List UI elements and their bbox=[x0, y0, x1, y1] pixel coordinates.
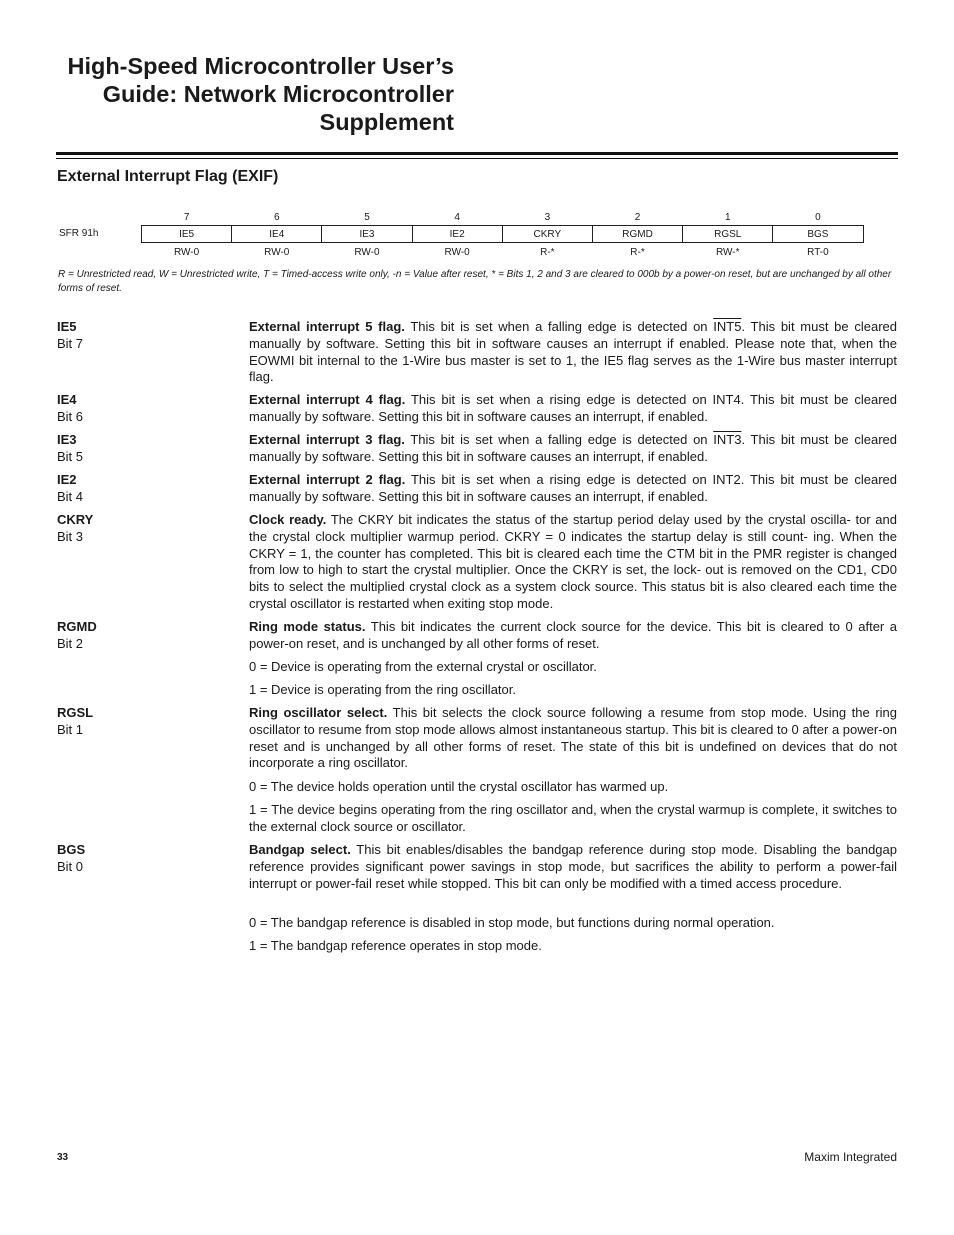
register-footnote: R = Unrestricted read, W = Unrestricted write, T = Timed-access write only, -n = Value after reset, * = Bits 1, 2 and 3 are cleared to 000b by a power-on reset, but are unchanged by all other forms of reset. bbox=[58, 269, 892, 294]
bit-description-ie4 bbox=[249, 392, 897, 426]
access-type: RW-0 bbox=[444, 246, 470, 258]
bit-position: Bit 2 bbox=[57, 635, 84, 651]
bit-name-cell: BGS bbox=[773, 226, 863, 243]
bit-label-ie2 bbox=[57, 472, 83, 506]
bit-option: 0 = Device is operating from the external crystal or oscillator. bbox=[249, 659, 597, 674]
description-lead: Clock ready. bbox=[249, 512, 327, 527]
title-line-2: Guide: Network Microcontroller bbox=[102, 81, 454, 107]
bit-name: CKRY bbox=[57, 512, 94, 527]
bit-name-cell: IE4 bbox=[232, 226, 322, 243]
bit-option: 1 = Device is operating from the ring oscillator. bbox=[249, 682, 516, 697]
bit-position: Bit 7 bbox=[57, 335, 84, 351]
bit-label-ie4 bbox=[57, 392, 83, 426]
description-text: This bit enables/disables the bandgap reference during stop mode. Disabling the bandgap reference provides significant power savings in stop mode, but sacrifices the ability to perform a power-fail interrupt or power-fail reset while stopped. This bit can only be modified with a timed access procedure. bbox=[249, 842, 897, 891]
section-title: External Interrupt Flag (EXIF) bbox=[57, 168, 279, 185]
bit-description-ie2 bbox=[249, 472, 897, 506]
description-text: This bit is set when a falling edge is detected on bbox=[404, 319, 714, 334]
access-type: R-* bbox=[630, 246, 645, 258]
header-rule-thin bbox=[56, 158, 898, 159]
description-text: This bit is set when a rising edge is detected on INT2. This bit must be cleared manually by software. Setting this bit in software causes an interrupt, if enabled. bbox=[249, 472, 897, 504]
bit-name: BGS bbox=[57, 842, 86, 857]
description-lead: External interrupt 3 flag. bbox=[249, 432, 405, 447]
description-text: . This bit must be cleared manually by software. Setting this bit in software causes an interrupt, if enabled. bbox=[249, 432, 897, 464]
bit-option: 0 = The bandgap reference is disabled in stop mode, but functions during normal operation. bbox=[249, 915, 775, 930]
bit-name-cell: IE5 bbox=[142, 226, 232, 243]
bit-number: 1 bbox=[724, 211, 731, 223]
description-text: This bit indicates the current clock source for the device. This bit is cleared to 0 after a power-on reset, and is unchanged by all other forms of reset. bbox=[249, 619, 897, 651]
description-lead: Ring oscillator select. bbox=[249, 705, 388, 720]
bit-label-bgs bbox=[57, 842, 85, 876]
description-text: This bit is set when a falling edge is detected on bbox=[404, 432, 714, 447]
access-type: R-* bbox=[540, 246, 555, 258]
description-lead: External interrupt 2 flag. bbox=[249, 472, 406, 487]
access-type: RW-0 bbox=[354, 246, 380, 258]
description-text: . This bit must be cleared manually by software. Setting this bit in software causes an interrupt if enabled. Please note that, when the EOWMI bit internal to the 1-Wire bus master is set to 1, the IE5 flag serves as the 1-Wire bus master interrupt flag. bbox=[249, 319, 897, 385]
bit-name: IE3 bbox=[57, 432, 77, 447]
bit-name-cell: CKRY bbox=[502, 226, 592, 243]
company-name: Maxim Integrated bbox=[804, 1150, 897, 1164]
description-lead: External interrupt 5 flag. bbox=[249, 319, 405, 334]
bit-number: 7 bbox=[183, 211, 190, 223]
bit-name-cell: IE2 bbox=[412, 226, 502, 243]
header-rule-thick bbox=[56, 152, 898, 155]
access-type: RW-0 bbox=[264, 246, 290, 258]
bit-name: IE2 bbox=[57, 472, 77, 487]
access-type: RW-* bbox=[715, 246, 740, 258]
bit-name: IE5 bbox=[57, 319, 77, 334]
bit-name-cell: IE3 bbox=[322, 226, 412, 243]
bit-position: Bit 0 bbox=[57, 858, 84, 874]
page-title bbox=[60, 52, 454, 136]
description-text: This bit selects the clock source following a resume from stop mode. Using the ring oscillator to resume from stop mode allows almost instantaneous startup. This bit is cleared to 0 after a power-on reset and is unchanged by all other forms of reset. The state of this bit is undefined on devices that do not incorporate a ring oscillator. bbox=[249, 705, 897, 771]
bit-description-bgs bbox=[249, 842, 897, 892]
bit-number: 5 bbox=[364, 211, 370, 223]
bit-name: RGMD bbox=[57, 619, 97, 634]
bit-number: 4 bbox=[454, 211, 460, 223]
description-lead: Bandgap select. bbox=[249, 842, 351, 857]
bit-position: Bit 3 bbox=[57, 528, 84, 544]
sfr-label: SFR 91h bbox=[59, 228, 99, 239]
description-lead: External interrupt 4 flag. bbox=[249, 392, 406, 407]
bit-label-rgmd bbox=[57, 619, 97, 653]
bit-position: Bit 1 bbox=[57, 721, 84, 737]
bit-name: RGSL bbox=[57, 705, 94, 720]
bit-label-ie5 bbox=[57, 319, 83, 353]
description-text: This bit is set when a rising edge is detected on INT4. This bit must be cleared manually by software. Setting this bit in software causes an interrupt, if enabled. bbox=[249, 392, 897, 424]
access-type: RW-0 bbox=[173, 246, 200, 258]
bit-name-cell: RGMD bbox=[592, 226, 682, 243]
bit-label-ckry bbox=[57, 512, 93, 546]
bit-label-ie3 bbox=[57, 432, 83, 466]
signal-name-overline: INT3 bbox=[713, 432, 742, 447]
bit-description-rgsl bbox=[249, 705, 897, 772]
bit-position: Bit 6 bbox=[57, 408, 84, 424]
signal-name-overline: INT5 bbox=[713, 319, 742, 334]
bit-position: Bit 4 bbox=[57, 488, 84, 504]
title-line-1: High-Speed Microcontroller User’s bbox=[67, 53, 454, 79]
bit-number: 3 bbox=[544, 211, 551, 223]
register-table bbox=[141, 209, 864, 261]
bit-option: 1 = The bandgap reference operates in stop mode. bbox=[249, 938, 542, 953]
bit-description-rgmd bbox=[249, 619, 897, 653]
description-text: The CKRY bit indicates the status of the startup period delay used by the crystal oscilla- tor and the crystal clock multiplier warmup period. CKRY = 0 indicates the startup delay is still count- ing. When the CKRY = 1, the counter has completed. This bit is cleared each time the CTM bit in the PMR register is changed from low to high to start the crystal multiplier. Once the CKRY is set, the lock- out is removed on the CD1, CD0 bits to select the multiplied crystal clock as a system clock source. This status bit is also cleared each time the crystal oscillator is restarted when exiting stop mode. bbox=[249, 512, 897, 611]
bit-description-ie5 bbox=[249, 319, 897, 386]
bit-option: 0 = The device holds operation until the crystal oscillator has warmed up. bbox=[249, 779, 669, 794]
bit-name: IE4 bbox=[57, 392, 77, 407]
bit-option: 1 = The device begins operating from the ring oscillator and, when the crystal warmup is complete, it switches to the external clock source or oscillator. bbox=[249, 802, 897, 834]
description-lead: Ring mode status. bbox=[249, 619, 366, 634]
page-number: 33 bbox=[57, 1152, 69, 1163]
bit-number: 2 bbox=[634, 211, 641, 223]
bit-name-cell: RGSL bbox=[683, 226, 773, 243]
bit-description-ckry bbox=[249, 512, 897, 613]
bit-label-rgsl bbox=[57, 705, 93, 739]
bit-number: 6 bbox=[274, 211, 280, 223]
access-type: RT-0 bbox=[807, 246, 829, 258]
bit-position: Bit 5 bbox=[57, 448, 84, 464]
bit-number: 0 bbox=[815, 211, 821, 223]
bit-description-ie3 bbox=[249, 432, 897, 466]
title-line-3: Supplement bbox=[319, 109, 454, 135]
